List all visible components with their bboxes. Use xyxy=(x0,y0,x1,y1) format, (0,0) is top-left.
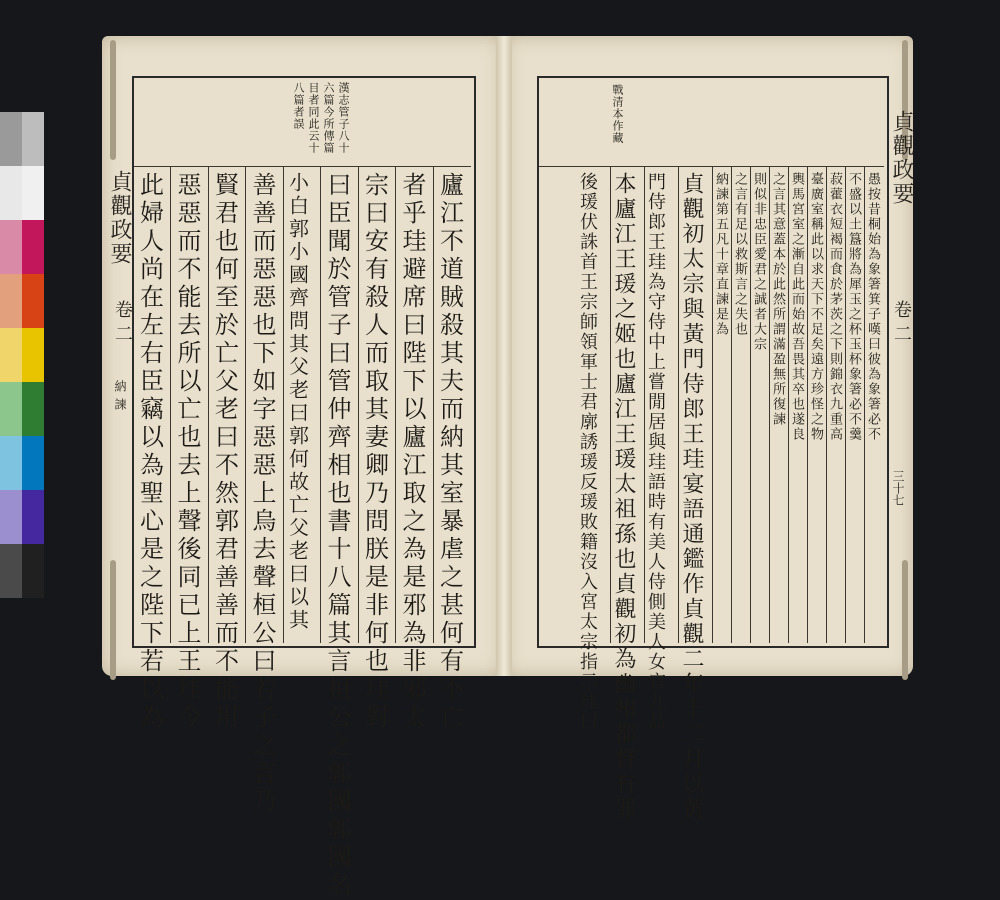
column-rule xyxy=(788,167,789,643)
column-rule xyxy=(826,167,827,643)
column-rule xyxy=(731,167,732,643)
left-headnote-line: 八篇者誤 xyxy=(292,82,305,130)
calibration-swatch xyxy=(22,328,44,382)
calibration-swatch xyxy=(0,274,22,328)
calibration-swatch xyxy=(22,490,44,544)
right-text-column: 之言有足以救斯言之失也 xyxy=(732,172,747,337)
column-rule xyxy=(750,167,751,643)
column-rule xyxy=(245,167,246,643)
color-calibration-strip xyxy=(0,112,44,600)
column-rule xyxy=(208,167,209,643)
right-text-column: 貞觀初太宗與黃門侍郎王珪宴語通鑑作貞觀二年十二月以黃 xyxy=(679,172,704,822)
calibration-swatch xyxy=(0,220,22,274)
left-margin-section: 納諫 xyxy=(113,380,127,416)
left-headnote-line: 漢志管子八十 xyxy=(337,82,350,154)
left-margin-volume: 卷二 xyxy=(112,300,133,348)
column-rule xyxy=(170,167,171,643)
binding-thread xyxy=(110,40,116,160)
binding-thread xyxy=(902,560,908,680)
right-text-column: 則似非忠臣愛君之誠者大宗 xyxy=(751,172,766,352)
right-text-column: 後瑗伏誅首王宗師領軍士君廓誘瑗反瑗敗籍沒入宮太宗指示珪曰 xyxy=(577,172,598,732)
left-text-column: 善善而惡惡也下如字惡惡上烏去聲桓公曰若子之言乃 xyxy=(248,172,276,816)
right-margin-title: 貞觀政要 xyxy=(889,110,914,206)
calibration-swatch xyxy=(0,382,22,436)
right-margin-volume: 卷二 xyxy=(891,300,912,348)
calibration-swatch xyxy=(22,382,44,436)
right-headnote: 戰清本作藏 xyxy=(611,84,624,144)
right-text-column: 臺廣室稱此以求天下不足矣遠方珍怪之物 xyxy=(808,172,823,442)
column-rule xyxy=(712,167,713,643)
binding-thread xyxy=(110,560,116,680)
calibration-swatch xyxy=(22,544,44,598)
calibration-swatch xyxy=(22,436,44,490)
calibration-swatch xyxy=(0,490,22,544)
calibration-swatch xyxy=(22,166,44,220)
calibration-swatch xyxy=(0,544,22,598)
right-text-column: 納諫第五凡十章直諫是為 xyxy=(713,172,728,337)
column-rule xyxy=(433,167,434,643)
left-text-column: 曰臣聞於管子曰管仲齊相也書十八篇其言桓公之郭國郭國名 xyxy=(323,172,351,900)
left-headnote-line: 六篇今所傳篇 xyxy=(322,82,335,154)
column-rule xyxy=(678,167,679,643)
column-rule xyxy=(864,167,865,643)
column-rule xyxy=(807,167,808,643)
page-number: 三十七 xyxy=(891,470,905,506)
column-rule xyxy=(610,167,611,643)
calibration-swatch xyxy=(0,328,22,382)
calibration-swatch xyxy=(0,436,22,490)
column-rule xyxy=(845,167,846,643)
left-text-column: 賢君也何至於亡父老曰不然郭君善善而不能用 xyxy=(210,172,239,732)
left-text-column: 小白郭小國齊問其父老曰郭何故亡父老曰以其 xyxy=(285,172,310,632)
right-text-column: 之言其意蓋本於此然所謂滿盈無所復諫 xyxy=(770,172,785,427)
right-text-column: 輿馬宮室之漸自此而始故吾畏其卒也遂良 xyxy=(789,172,804,442)
left-text-column: 者乎珪避席曰陛下以廬江取之為是邪為非邪太 xyxy=(398,172,426,732)
left-text-column: 惡惡而不能去所以亡也去上聲後同已上王珪今 xyxy=(173,172,201,732)
calibration-swatch xyxy=(0,166,22,220)
calibration-swatch xyxy=(0,112,22,166)
left-margin-title: 貞觀政要 xyxy=(107,170,132,266)
column-rule xyxy=(283,167,284,643)
column-rule xyxy=(395,167,396,643)
column-rule xyxy=(320,167,321,643)
column-rule xyxy=(644,167,645,643)
calibration-swatch xyxy=(22,220,44,274)
book-gutter xyxy=(496,36,512,676)
right-text-column: 愚按昔桐始為象箸箕子嘆曰彼為象箸必不 xyxy=(865,172,880,442)
column-rule xyxy=(769,167,770,643)
right-text-column: 不盛以土簋將為犀玉之杯玉杯象箸必不羹 xyxy=(846,172,861,442)
left-header-rule xyxy=(134,166,471,167)
right-text-column: 門侍郎王珪為守侍中上嘗閒居與珪語時有美人侍側美人女官九品 xyxy=(645,172,666,732)
left-text-column: 宗曰安有殺人而取其妻卿乃問朕是非何也珪對 xyxy=(360,172,389,732)
left-text-column: 廬江不道賊殺其夫而納其室暴虐之甚何有不亡 xyxy=(435,172,464,732)
calibration-swatch xyxy=(22,274,44,328)
calibration-swatch xyxy=(22,112,44,166)
column-rule xyxy=(358,167,359,643)
left-headnote-line: 目者同此云十 xyxy=(307,82,320,154)
left-text-column: 此婦人尚在左右臣竊以為聖心是之陛下若以為 xyxy=(135,172,164,732)
right-text-column: 本廬江王瑗之姬也廬江王瑗太祖孫也貞觀初為幽州都督有罪 xyxy=(611,172,636,822)
right-text-column: 菽藿衣短褐而食於茅茨之下則錦衣九重高 xyxy=(827,172,842,442)
